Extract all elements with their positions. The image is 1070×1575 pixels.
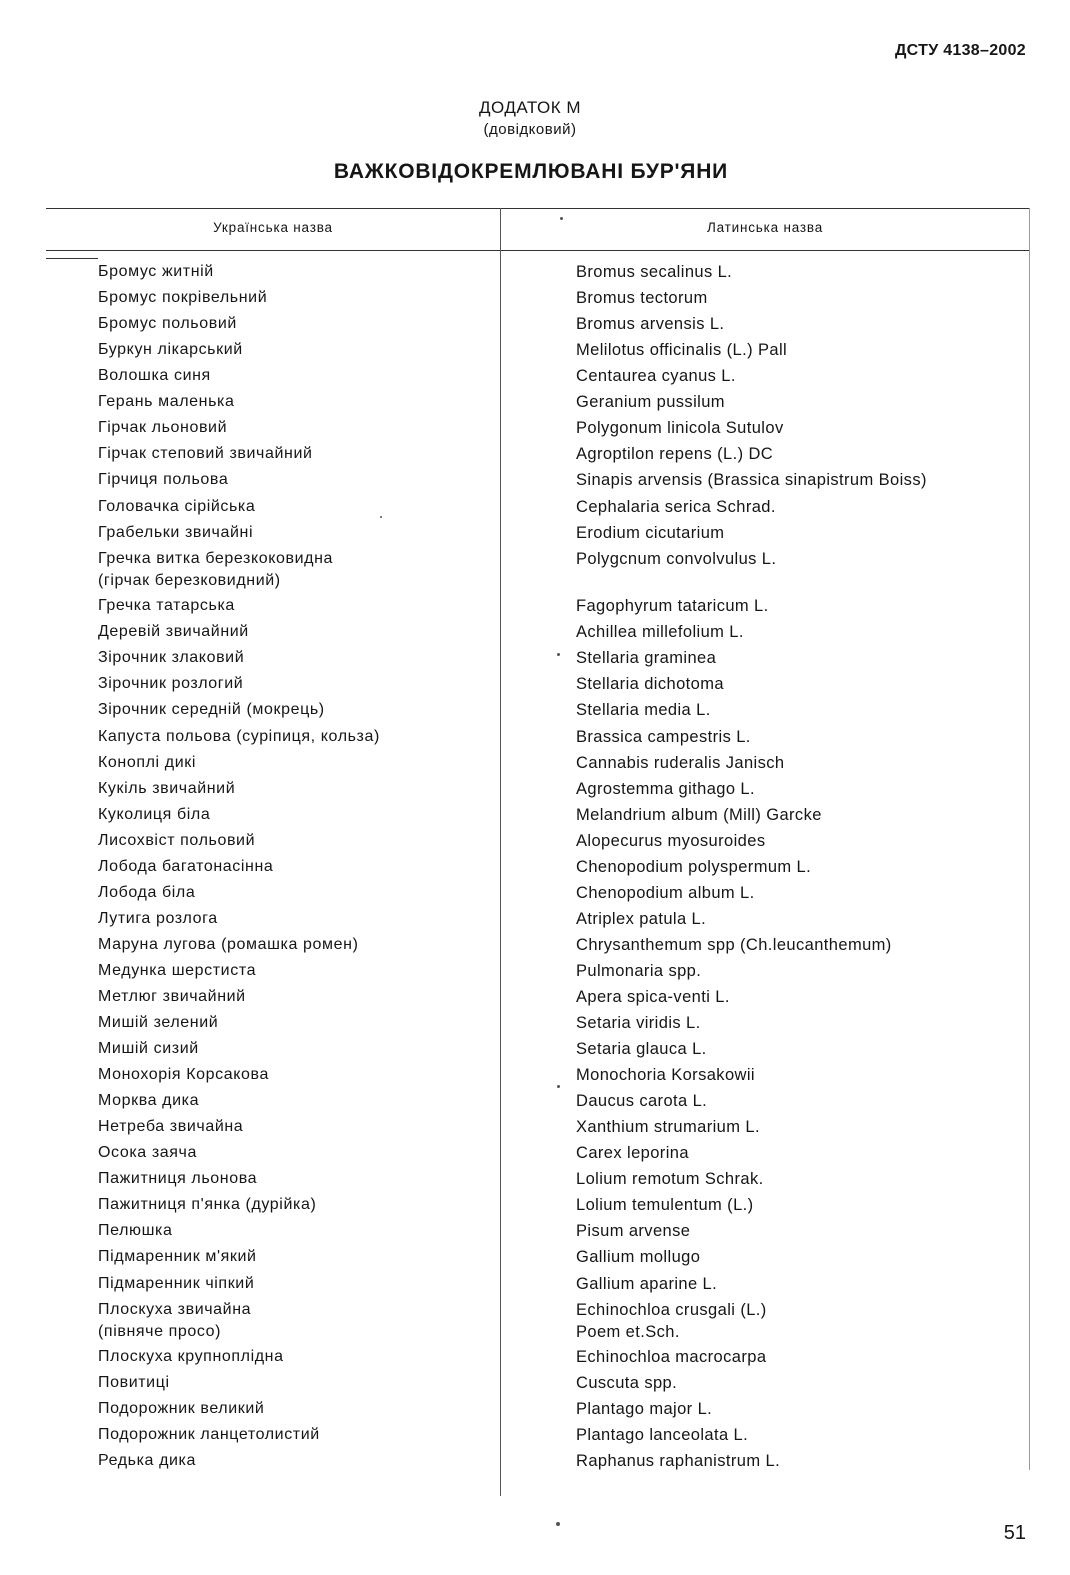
scan-speck — [556, 1522, 560, 1526]
latin-name: Melandrium album (Mill) Garcke — [576, 805, 822, 824]
appendix-note: (довідковий) — [483, 121, 577, 138]
latin-name: Chenopodium polyspermum L. — [576, 857, 812, 876]
ukrainian-name: Подорожник ланцетолистий — [98, 1426, 320, 1444]
ukrainian-name: Бромус житній — [98, 263, 214, 280]
latin-name: Agroptilon repens (L.) DC — [576, 445, 774, 464]
ukrainian-name: Грабельки звичайні — [98, 523, 254, 541]
table-header-tick — [46, 258, 98, 259]
ukrainian-name: Капуста польова (сурiпиця, кольза) — [98, 727, 380, 745]
ukrainian-name: Гречка витка березкоковидна (гірчак березковидний) — [98, 549, 334, 589]
latin-name: Pisum arvense — [576, 1222, 691, 1241]
column-divider — [500, 208, 501, 1496]
ukrainian-name: Пажитниця льонова — [98, 1170, 258, 1188]
latin-name: Achillea millefolium L. — [576, 623, 744, 642]
latin-name: Daucus carota L. — [576, 1092, 708, 1111]
scan-speck — [557, 1085, 560, 1088]
latin-name: Setaria glauca L. — [576, 1040, 707, 1058]
ukrainian-name: Лобода багатонасінна — [98, 857, 274, 875]
latin-name: Stellaria dichotoma — [576, 675, 724, 694]
latin-name: Lolium remotum Schrak. — [576, 1170, 764, 1189]
latin-name: Carex leporina — [576, 1144, 689, 1163]
ukrainian-name: Монохорія Корсакова — [98, 1066, 269, 1084]
column-header-ukrainian: Українська назва — [213, 220, 333, 235]
ukrainian-name: Кукіль звичайний — [98, 779, 236, 797]
latin-name: Pulmonaria spp. — [576, 961, 702, 980]
ukrainian-name: Зірочник розлогий — [98, 675, 244, 693]
ukrainian-name: Деревій звичайний — [98, 623, 249, 641]
scan-speck — [560, 217, 563, 220]
ukrainian-name: Зірочник злаковий — [98, 649, 245, 667]
latin-name: Gallium aparine L. — [576, 1274, 718, 1293]
table-top-rule — [46, 208, 1030, 209]
ukrainian-name: Осока заяча — [98, 1144, 197, 1162]
latin-name: Centaurea cyanus L. — [576, 367, 736, 386]
ukrainian-name: Плоскуха звичайна (півняче просо) — [98, 1300, 252, 1340]
latin-name: Setaria viridis L. — [576, 1014, 701, 1032]
latin-name: Bromus secalinus L. — [576, 263, 733, 281]
ukrainian-name: Пажитниця п'янка (дурійка) — [98, 1196, 317, 1214]
ukrainian-name: Плоскуха крупноплідна — [98, 1348, 284, 1366]
latin-name: Polygcnum convolvulus L. — [576, 549, 777, 568]
latin-name: Alopecurus myosuroides — [576, 831, 766, 850]
ukrainian-name: Морква дика — [98, 1092, 200, 1110]
page-title: ВАЖКОВІДОКРЕМЛЮВАНІ БУР'ЯНИ — [333, 160, 729, 183]
ukrainian-name: Маруна лугова (ромашка ромен) — [98, 935, 359, 953]
ukrainian-name: Головачка сірійська — [98, 497, 256, 515]
latin-name: Cuscuta spp. — [576, 1374, 678, 1393]
latin-name: Lolium temulentum (L.) — [576, 1196, 754, 1215]
ukrainian-name: Герань маленька — [98, 393, 235, 411]
page-number: 51 — [1003, 1522, 1026, 1544]
latin-name: Sinapis arvensis (Brassica sinapistrum Boiss) — [576, 471, 927, 490]
ukrainian-name: Волошка синя — [98, 367, 211, 385]
latin-name: Xanthium strumarium L. — [576, 1118, 760, 1137]
ukrainian-name: Редька дика — [98, 1452, 197, 1470]
latin-name: Atriplex patula L. — [576, 909, 707, 928]
ukrainian-name: Куколиця біла — [98, 805, 211, 823]
latin-name: Cannabis ruderalis Janisch — [576, 753, 785, 772]
ukrainian-name: Бромус покрівельний — [98, 289, 268, 307]
latin-name: Bromus arvensis L. — [576, 315, 725, 334]
ukrainian-name: Мишій сизий — [98, 1040, 199, 1057]
ukrainian-name: Мишій зелений — [98, 1014, 219, 1031]
appendix-title: ДОДАТОК М — [478, 98, 582, 117]
latin-name: Echinochloa macrocarpa — [576, 1348, 767, 1367]
column-header-latin: Латинська назва — [706, 220, 824, 235]
ukrainian-name: Підмаренник чіпкий — [98, 1274, 255, 1292]
ukrainian-name: Лисохвіст польовий — [98, 831, 256, 849]
ukrainian-name: Гірчиця польова — [98, 471, 229, 489]
ukrainian-name: Гірчак льоновий — [98, 419, 228, 437]
ukrainian-name: Нетреба звичайна — [98, 1118, 244, 1136]
latin-name: Echinochloa crusgali (L.) Poem et.Sch. — [576, 1300, 767, 1341]
latin-name: Stellaria media L. — [576, 701, 711, 720]
latin-name: Chrysanthemum spp (Ch.leucanthemum) — [576, 935, 892, 954]
latin-name: Stellaria graminea — [576, 649, 717, 668]
latin-name: Melilotus officinalis (L.) Pall — [576, 341, 788, 360]
latin-name: Raphanus raphanistrum L. — [576, 1452, 781, 1471]
latin-name: Fagophyrum tataricum L. — [576, 597, 769, 616]
latin-name: Plantago lanceolata L. — [576, 1426, 749, 1445]
ukrainian-name: Повитиці — [98, 1374, 170, 1392]
latin-name: Plantago major L. — [576, 1400, 713, 1419]
ukrainian-name: Коноплі дикі — [98, 753, 196, 771]
ukrainian-name: Лобода біла — [98, 883, 196, 901]
ukrainian-name: Гірчак степовий звичайний — [98, 445, 313, 463]
latin-name: Monochoria Korsakowii — [576, 1066, 755, 1085]
latin-name: Cephalaria serica Schrad. — [576, 497, 776, 516]
latin-name: Chenopodium album L. — [576, 883, 755, 902]
latin-name: Apera spica-venti L. — [576, 987, 730, 1006]
ukrainian-name: Підмаренник м'який — [98, 1248, 257, 1266]
latin-name: Agrostemma githago L. — [576, 779, 755, 798]
ukrainian-name: Пелюшка — [98, 1222, 173, 1240]
latin-name: Brassica campestris L. — [576, 727, 751, 746]
latin-name: Erodium cicutarium — [576, 523, 725, 542]
ukrainian-name: Буркун лікарський — [98, 341, 243, 359]
latin-name: Polygonum linicola Sutulov — [576, 419, 784, 438]
scan-speck — [380, 516, 382, 518]
ukrainian-name: Бромус польовий — [98, 315, 237, 333]
latin-name: Geranium pussilum — [576, 393, 725, 412]
latin-name: Bromus tectorum — [576, 289, 708, 308]
scan-speck — [557, 653, 560, 656]
ukrainian-name: Метлюг звичайний — [98, 987, 246, 1005]
ukrainian-name: Подорожник великий — [98, 1400, 265, 1418]
document-code: ДСТУ 4138–2002 — [894, 42, 1026, 59]
ukrainian-name: Зірочник середній (мокрець) — [98, 701, 325, 719]
table-header-rule — [46, 250, 1030, 251]
ukrainian-name: Гречка татарська — [98, 597, 235, 615]
ukrainian-name: Лутига розлога — [98, 909, 218, 927]
latin-name: Gallium mollugo — [576, 1248, 701, 1267]
ukrainian-name: Медунка шерстиста — [98, 961, 257, 979]
